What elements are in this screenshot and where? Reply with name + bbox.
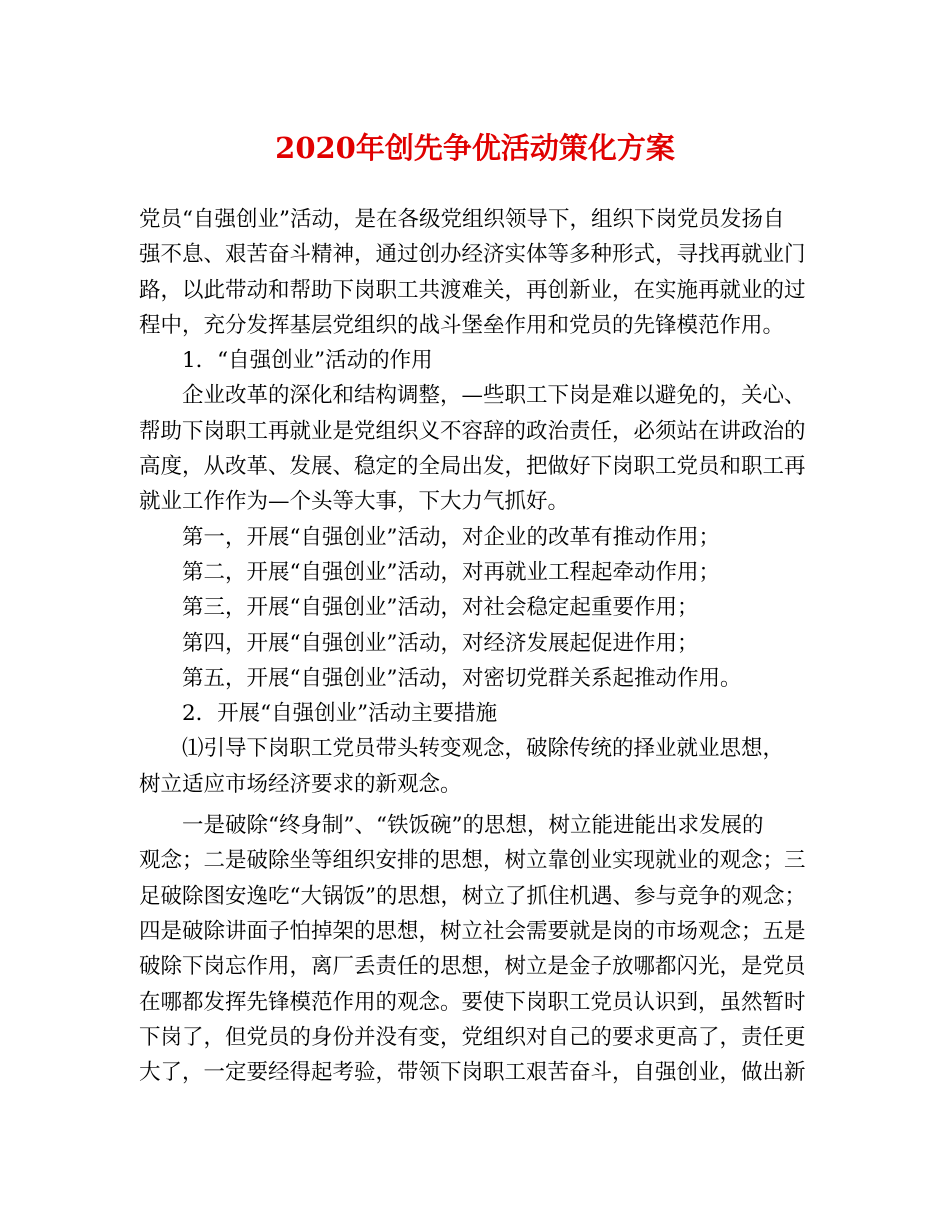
section-1-heading: [139, 343, 813, 378]
text-line: 观念；二是破除坐等组织安排的思想，树立靠创业实现就业的观念；三: [139, 848, 806, 874]
text-line: 大了，一定要经得起考验，带领下岗职工艰苦奋斗，自强创业，做出新: [139, 1060, 806, 1086]
text-line: 程中，充分发挥基层党组织的战斗堡垒作用和党员的先锋模范作用。: [139, 312, 785, 338]
text-line: 一是破除“终身制”、“铁饭碗”的思想，树立能进能出求发展的: [182, 813, 764, 839]
text-line: ⑴引导下岗职工党员带头转变观念，破除传统的择业就业思想，: [182, 736, 785, 762]
section-heading-text: 1．“自强创业”活动的作用: [182, 348, 433, 374]
document-title: 2020年创先争优活动策化方案: [275, 131, 675, 165]
measure-1-detail-paragraph: [139, 808, 813, 1090]
text-line: 高度，从改革、发展、稳定的全局出发，把做好下岗职工党员和职工再: [139, 454, 806, 480]
text-line: 帮助下岗职工再就业是党组织义不容辞的政治责任，必须站在讲政治的: [139, 418, 806, 444]
text-line: 树立适应市场经济要求的新观念。: [139, 771, 462, 797]
point-item: 第五，开展“自强创业”活动，对密切党群关系起推动作用。: [182, 665, 742, 691]
text-line: 党员“自强创业”活动，是在各级党组织领导下，组织下岗党员发扬自: [139, 207, 785, 232]
measure-1-paragraph: [139, 731, 813, 802]
point-item: 第二，开展“自强创业”活动，对再就业工程起牵动作用；: [182, 559, 720, 585]
point-item: 第一，开展“自强创业”活动，对企业的改革有推动作用；: [182, 524, 720, 550]
text-line: 就业工作作为—个头等大事，下大力气抓好。: [139, 489, 570, 515]
section-heading-text: 2．开展“自强创业”活动主要措施: [182, 701, 498, 727]
intro-paragraph: [139, 202, 813, 343]
points-list: [139, 520, 813, 696]
point-item: 第三，开展“自强创业”活动，对社会稳定起重要作用；: [182, 595, 699, 621]
text-line: 四是破除讲面子怕掉架的思想，树立社会需要就是岗的市场观念；五是: [139, 918, 806, 944]
section-2-heading: [139, 696, 813, 731]
text-line: 破除下岗忘作用，离厂丢责任的思想，树立是金子放哪都闪光，是党员: [139, 954, 806, 980]
section-1-paragraph: [139, 378, 813, 519]
text-line: 强不息、艰苦奋斗精神，通过创办经济实体等多种形式，寻找再就业门: [139, 242, 806, 268]
document-body: [139, 202, 813, 1090]
text-line: 企业改革的深化和结构调整，—些职工下岗是难以避免的，关心、: [182, 383, 806, 409]
text-line: 路，以此带动和帮助下岗职工共渡难关，再创新业，在实施再就业的过: [139, 277, 806, 303]
text-line: 下岗了，但党员的身份并没有变，党组织对自己的要求更高了，责任更: [139, 1024, 806, 1050]
text-line: 在哪都发挥先锋模范作用的观念。要使下岗职工党员认识到，虽然暂时: [139, 989, 806, 1015]
text-line: 足破除图安逸吃“大锅饭”的思想，树立了抓住机遇、参与竞争的观念；: [139, 883, 806, 909]
point-item: 第四，开展“自强创业”活动，对经济发展起促进作用；: [182, 630, 699, 656]
